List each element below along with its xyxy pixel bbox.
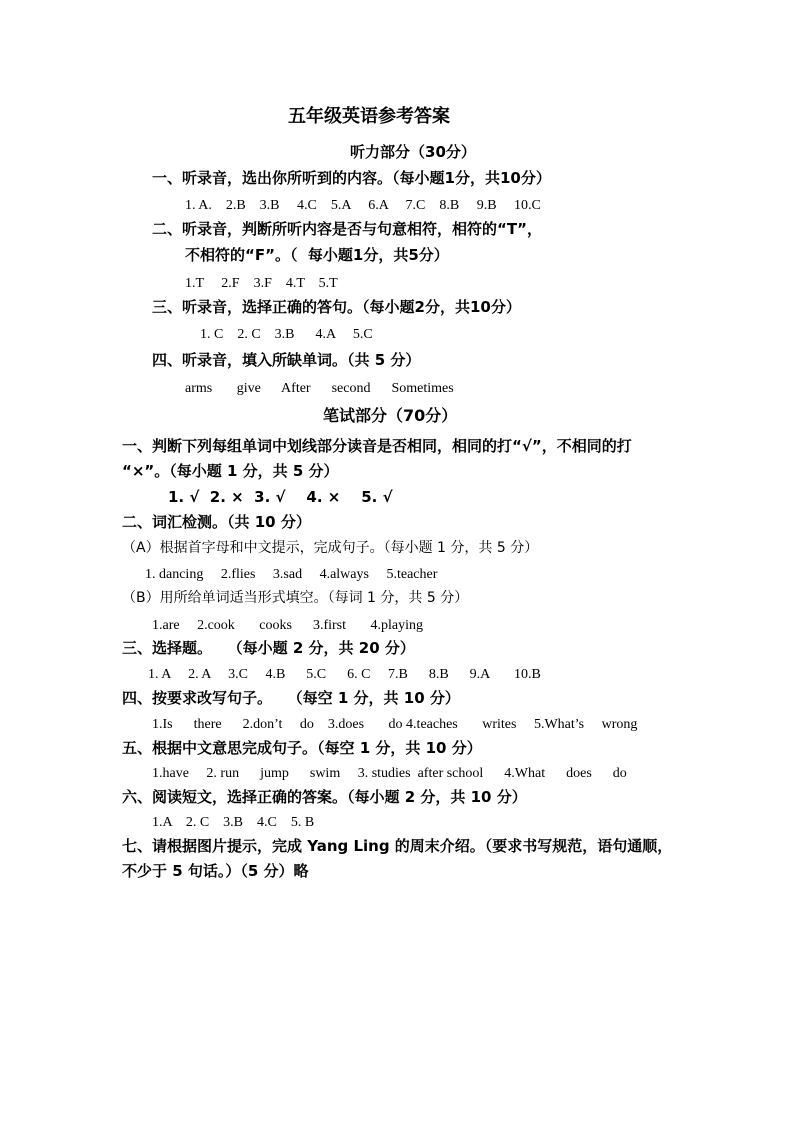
page-title: 五年级英语参考答案 (288, 106, 450, 127)
written-q5-instruction: 五、根据中文意思完成句子。（每空 1 分，共 10 分） (122, 739, 482, 757)
written-q3-instruction: 三、选择题。 （每小题 2 分，共 20 分） (122, 639, 415, 657)
written-q1-instruction-line2: “×”。（每小题 1 分，共 5 分） (122, 462, 339, 480)
written-q2b-instruction: （B）用所给单词适当形式填空。（每词 1 分，共 5 分） (122, 590, 469, 606)
written-q7-instruction-line2: 不少于 5 句话。）（5 分）略 (122, 862, 309, 880)
listening-q1-instruction: 一、听录音，选出你所听到的内容。（每小题1分，共10分） (152, 169, 551, 187)
written-q4-instruction: 四、按要求改写句子。 （每空 1 分，共 10 分） (122, 689, 460, 707)
listening-q1-answers: 1. A. 2.B 3.B 4.C 5.A 6.A 7.C 8.B 9.B 10.C (185, 198, 541, 213)
written-q4-answers: 1.Is there 2.don’t do 3.does do 4.teaches writes 5.What’s wrong (152, 717, 638, 732)
written-q2b-answers: 1.are 2.cook cooks 3.first 4.playing (152, 618, 424, 633)
written-q6-answers: 1.A 2. C 3.B 4.C 5. B (152, 815, 315, 830)
listening-q4-instruction: 四、听录音，填入所缺单词。（共 5 分） (152, 351, 421, 369)
written-heading: 笔试部分（70分） (323, 406, 458, 425)
listening-q2-answers: 1.T 2.F 3.F 4.T 5.T (185, 276, 338, 291)
listening-q2-instruction-line2: 不相符的“F”。（ 每小题1分，共5分） (185, 246, 449, 264)
written-q3-answers: 1. A 2. A 3.C 4.B 5.C 6. C 7.B 8.B 9.A 10.B (148, 667, 541, 682)
written-q6-instruction: 六、阅读短文，选择正确的答案。（每小题 2 分，共 10 分） (122, 788, 527, 806)
written-q1-answers: 1. √ 2. × 3. √ 4. × 5. √ (168, 488, 393, 506)
written-q7-instruction-line1: 七、请根据图片提示，完成 Yang Ling 的周末介绍。（要求书写规范，语句通顺， (122, 837, 673, 855)
listening-q4-answers: arms give After second Sometimes (185, 381, 454, 396)
written-q2a-answers: 1. dancing 2.flies 3.sad 4.always 5.teacher (145, 567, 438, 582)
listening-q2-instruction-line1: 二、听录音，判断所听内容是否与句意相符，相符的“T”， (152, 220, 542, 238)
listening-q3-instruction: 三、听录音，选择正确的答句。（每小题2分，共10分） (152, 298, 521, 316)
written-q2a-instruction: （A）根据首字母和中文提示，完成句子。（每小题 1 分，共 5 分） (122, 540, 539, 556)
written-q5-answers: 1.have 2. run jump swim 3. studies after school 4.What does do (152, 766, 627, 781)
written-q1-instruction-line1: 一、判断下列每组单词中划线部分读音是否相同，相同的打“√”，不相同的打 (122, 437, 632, 455)
listening-heading: 听力部分（30分） (350, 143, 476, 161)
written-q2-instruction: 二、词汇检测。（共 10 分） (122, 513, 311, 531)
listening-q3-answers: 1. C 2. C 3.B 4.A 5.C (200, 327, 373, 342)
